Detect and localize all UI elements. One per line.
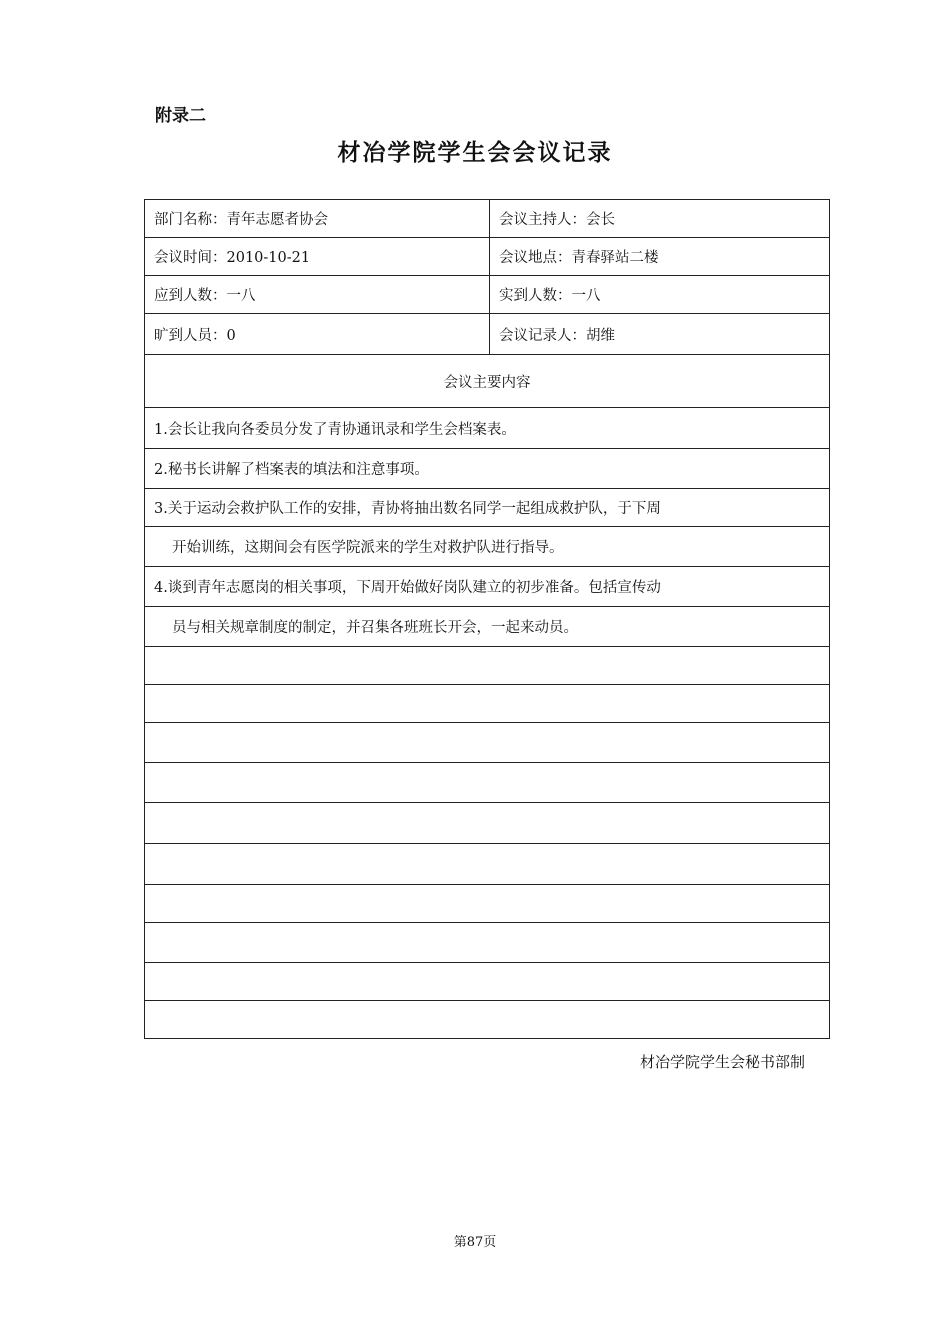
content-line: [145, 803, 830, 844]
table-row: [145, 647, 830, 685]
content-line: [145, 844, 830, 885]
table-row: [145, 527, 830, 567]
content-line: 开始训练，这期间会有医学院派来的学生对救护队进行指导。: [145, 527, 830, 567]
table-row: [145, 238, 830, 276]
absent-cell: 旷到人员：0: [145, 314, 490, 355]
content-line: [145, 1001, 830, 1039]
content-header-cell: 会议主要内容: [145, 355, 830, 408]
page-title: 材冶学院学生会会议记录: [337, 140, 613, 166]
content-line: 3.关于运动会救护队工作的安排，青协将抽出数名同学一起组成救护队，于下周: [145, 489, 830, 527]
department-cell: 部门名称：青年志愿者协会: [145, 200, 490, 238]
table-row: [145, 607, 830, 647]
table-row: [145, 276, 830, 314]
content-line: [145, 923, 830, 963]
page-number: 第87页: [453, 1235, 497, 1250]
content-line: 1.会长让我向各委员分发了青协通讯录和学生会档案表。: [145, 408, 830, 449]
expected-count-cell: 应到人数：一八: [145, 276, 490, 314]
table-row: [145, 567, 830, 607]
content-line: 4.谈到青年志愿岗的相关事项，下周开始做好岗队建立的初步准备。包括宣传动: [145, 567, 830, 607]
table-row: [145, 844, 830, 885]
content-line: 2.秘书长讲解了档案表的填法和注意事项。: [145, 449, 830, 489]
content-line: [145, 647, 830, 685]
table-row: [145, 923, 830, 963]
table-row: [145, 1001, 830, 1039]
table-row: [145, 314, 830, 355]
table-row: [145, 355, 830, 408]
content-line: 员与相关规章制度的制定，并召集各班班长开会，一起来动员。: [145, 607, 830, 647]
table-row: [145, 449, 830, 489]
host-cell: 会议主持人：会长: [490, 200, 830, 238]
time-cell: 会议时间：2010-10-21: [145, 238, 490, 276]
table-row: [145, 963, 830, 1001]
meeting-record-table: [144, 199, 830, 1039]
content-line: [145, 763, 830, 803]
table-row: [145, 408, 830, 449]
table-row: [145, 885, 830, 923]
table-row: [145, 723, 830, 763]
table-row: [145, 489, 830, 527]
footer-note: 材冶学院学生会秘书部制: [639, 1053, 805, 1071]
table-row: [145, 685, 830, 723]
content-line: [145, 885, 830, 923]
content-line: [145, 723, 830, 763]
content-line: [145, 963, 830, 1001]
appendix-label: 附录二: [155, 106, 206, 126]
table-row: [145, 763, 830, 803]
recorder-cell: 会议记录人：胡维: [490, 314, 830, 355]
table-row: [145, 803, 830, 844]
table-row: [145, 200, 830, 238]
content-line: [145, 685, 830, 723]
actual-count-cell: 实到人数：一八: [490, 276, 830, 314]
location-cell: 会议地点：青春驿站二楼: [490, 238, 830, 276]
